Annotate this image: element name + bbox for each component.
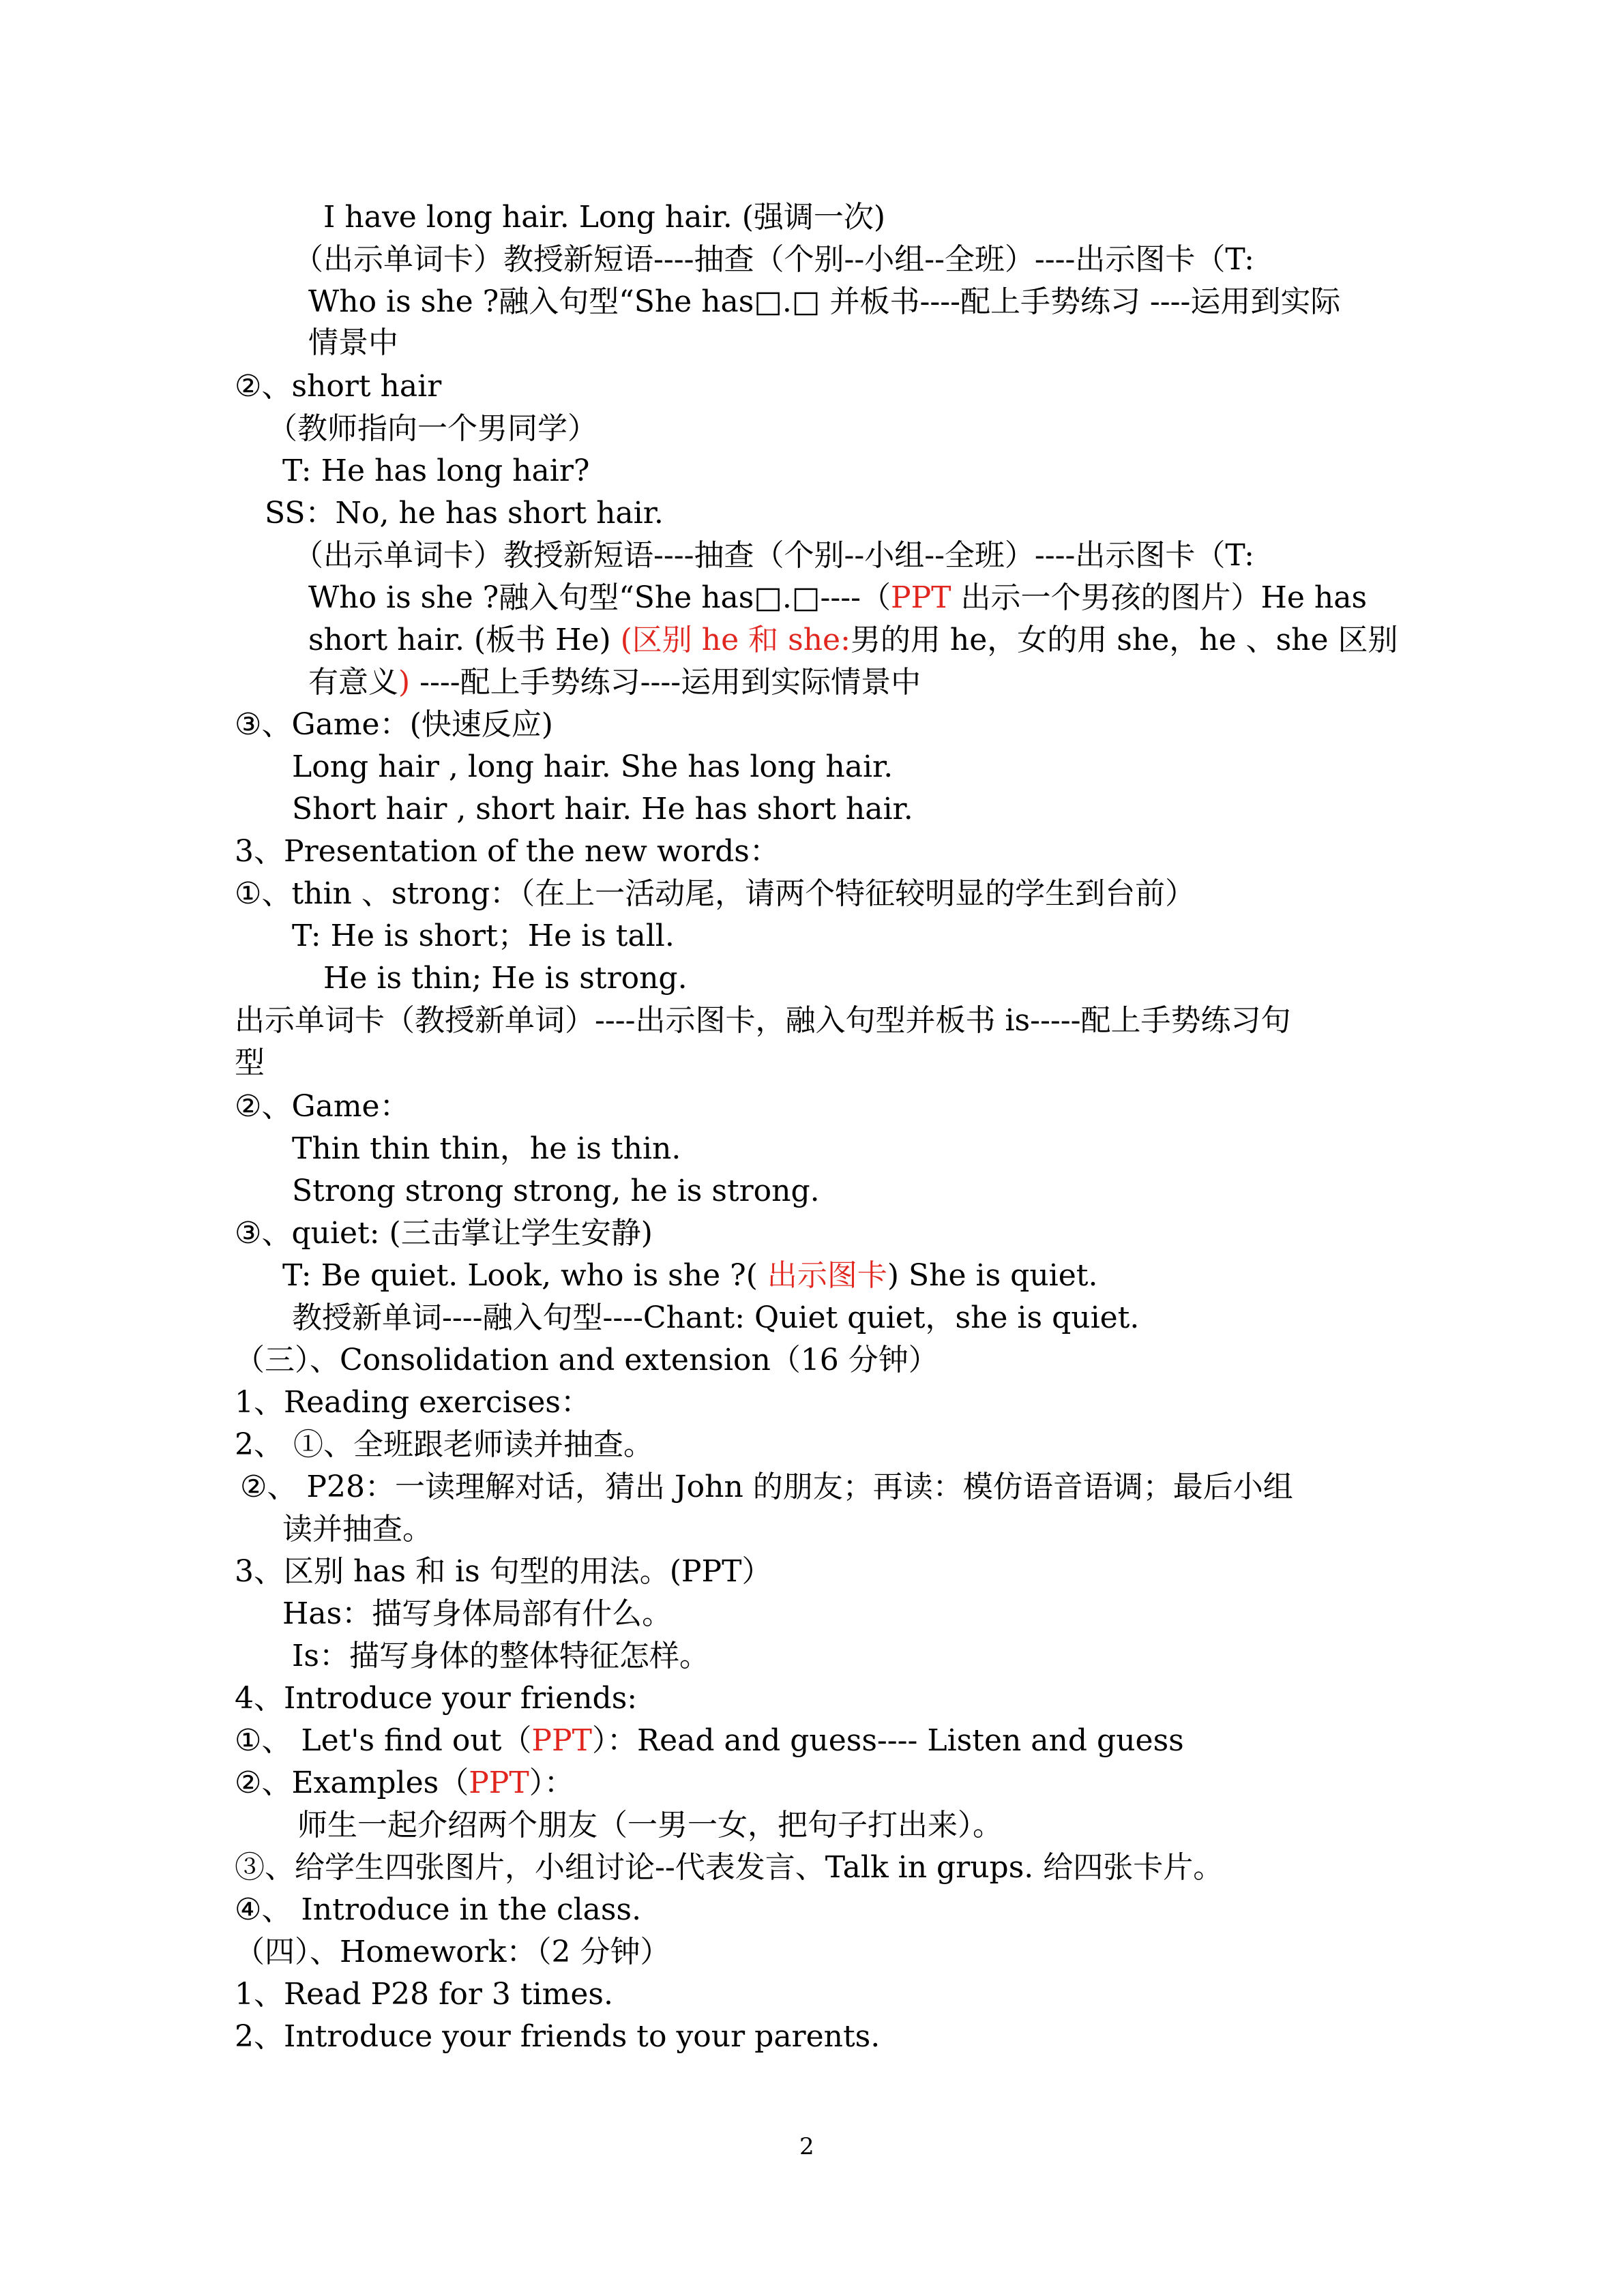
text-line <box>235 366 441 408</box>
text-line <box>235 1042 265 1084</box>
line-text: ②、 P28：一读理解对话，猜出 John 的朋友；再读：模仿语音语调；最后小组 <box>240 1470 1293 1504</box>
line-text: Thin thin thin，he is thin. <box>292 1131 681 1166</box>
text-line <box>292 746 893 788</box>
line-text: ③、Game：(快速反应) <box>235 707 553 742</box>
text-line <box>235 2016 880 2058</box>
page-number: 2 <box>799 2133 814 2160</box>
text-line <box>235 1678 637 1720</box>
line-text: 3、Presentation of the new words： <box>235 834 780 869</box>
line-text: ）： <box>529 1765 574 1800</box>
line-text: 2、Introduce your friends to your parents. <box>235 2019 881 2054</box>
line-text: ----配上手势练习----运用到实际情景中 <box>410 665 921 700</box>
line-text: ③、给学生四张图片，小组讨论--代表发言、Talk in grups. 给四张卡片。 <box>235 1850 1224 1885</box>
line-text: Has：描写身体局部有什么。 <box>282 1596 673 1631</box>
text-line <box>308 577 1367 619</box>
text-line <box>235 1086 410 1128</box>
text-line <box>293 239 1254 281</box>
line-text: 出示一个男孩的图片）He has <box>951 580 1368 615</box>
text-line <box>323 196 885 239</box>
text-line <box>235 1720 1184 1762</box>
text-line <box>235 1000 1290 1042</box>
text-line <box>235 1212 653 1255</box>
line-text: 男的用 he，女的用 she，he 、she 区别 <box>850 623 1398 657</box>
line-text: 师生一起介绍两个朋友（一男一女，把句子打出来）。 <box>297 1808 1003 1843</box>
line-text: ）：Read and guess---- Listen and guess <box>591 1723 1184 1758</box>
text-line <box>292 788 913 831</box>
line-text: Short hair , short hair. He has short hair. <box>292 792 913 826</box>
line-text: 4、Introduce your friends: <box>235 1681 638 1716</box>
text-line <box>267 408 597 450</box>
line-text: 1、Read P28 for 3 times. <box>235 1977 613 2012</box>
text-line <box>282 450 589 492</box>
text-line <box>235 1847 1223 1889</box>
line-text: ) She is quiet. <box>887 1258 1098 1293</box>
text-line <box>292 1297 1139 1339</box>
text-line <box>235 1889 641 1931</box>
line-text: （三）、Consolidation and extension（16 分钟） <box>235 1343 939 1377</box>
text-line <box>235 831 780 873</box>
text-line <box>297 1804 1003 1847</box>
line-text: SS：No, he has short hair. <box>265 496 664 531</box>
text-line <box>235 704 553 746</box>
line-text: ②、Examples（ <box>235 1765 469 1800</box>
text-line <box>292 915 675 957</box>
text-line <box>308 322 398 364</box>
text-line <box>235 1762 574 1804</box>
line-text: T: Be quiet. Look, who is she ?( <box>282 1258 767 1293</box>
text-line <box>282 1593 672 1635</box>
line-text: ③、quiet: (三击掌让学生安静) <box>235 1216 653 1251</box>
line-text: （教师指向一个男同学） <box>267 411 597 446</box>
line-text: 3、区别 has 和 is 句型的用法。(PPT） <box>235 1554 772 1589</box>
highlighted-text: PPT <box>469 1765 529 1800</box>
line-text: 1、Reading exercises： <box>235 1385 591 1420</box>
line-text: He is thin; He is strong. <box>323 961 688 996</box>
text-line <box>235 873 1195 915</box>
line-text: （四）、Homework：（2 分钟） <box>235 1935 670 1969</box>
line-text: 有意义 <box>308 665 398 700</box>
text-line <box>235 1973 613 2016</box>
text-line <box>265 492 664 535</box>
text-line <box>235 1551 771 1593</box>
highlighted-text: PPT <box>531 1723 592 1758</box>
line-text: Who is she ?融入句型“She has□.□----（ <box>308 580 891 615</box>
text-line <box>282 1508 432 1551</box>
text-line <box>240 1466 1293 1508</box>
text-line <box>293 535 1254 577</box>
line-text: Long hair , long hair. She has long hair. <box>292 749 894 784</box>
text-line <box>235 1424 653 1466</box>
text-line <box>323 957 688 1000</box>
text-line <box>292 1128 681 1170</box>
highlighted-text: (区别 he 和 she: <box>620 623 851 657</box>
line-text: I have long hair. Long hair. (强调一次) <box>323 200 886 235</box>
text-line <box>235 1931 670 1973</box>
highlighted-text: 出示图卡 <box>767 1258 887 1293</box>
line-text: short hair. (板书 He) <box>308 623 621 657</box>
text-line <box>308 661 921 704</box>
line-text: （出示单词卡）教授新短语----抽查（个别--小组--全班）----出示图卡（T: <box>293 538 1255 573</box>
line-text: ②、short hair <box>235 369 442 404</box>
highlighted-text: ) <box>398 665 411 700</box>
text-line <box>282 1255 1097 1297</box>
line-text: （出示单词卡）教授新短语----抽查（个别--小组--全班）----出示图卡（T: <box>293 242 1255 277</box>
line-text: 2、 ①、全班跟老师读并抽查。 <box>235 1427 653 1462</box>
line-text: T: He is short；He is tall. <box>292 919 675 953</box>
line-text: 情景中 <box>308 325 398 360</box>
line-text: 型 <box>235 1045 265 1080</box>
highlighted-text: PPT <box>890 580 951 615</box>
line-text: T: He has long hair? <box>282 453 590 488</box>
line-text: Is：描写身体的整体特征怎样。 <box>292 1639 709 1673</box>
line-text: 教授新单词----融入句型----Chant: Quiet quiet，she is quiet. <box>292 1300 1140 1335</box>
line-text: ②、Game： <box>235 1089 410 1124</box>
text-line <box>235 1339 939 1382</box>
line-text: 读并抽查。 <box>282 1512 432 1547</box>
line-text: Who is she ?融入句型“She has□.□ 并板书----配上手势练习 ----运用到实际 <box>308 284 1341 319</box>
line-text: ①、thin 、strong：（在上一活动尾，请两个特征较明显的学生到台前） <box>235 876 1196 911</box>
text-line <box>235 1382 591 1424</box>
text-line <box>292 1170 820 1212</box>
text-line <box>308 281 1340 323</box>
text-line <box>308 619 1398 661</box>
text-line <box>292 1635 709 1678</box>
line-text: Strong strong strong, he is strong. <box>292 1174 820 1208</box>
line-text: 出示单词卡（教授新单词）----出示图卡，融入句型并板书 is-----配上手势练习句 <box>235 1003 1291 1038</box>
line-text: ④、 Introduce in the class. <box>235 1892 642 1927</box>
line-text: ①、 Let's find out（ <box>235 1723 532 1758</box>
